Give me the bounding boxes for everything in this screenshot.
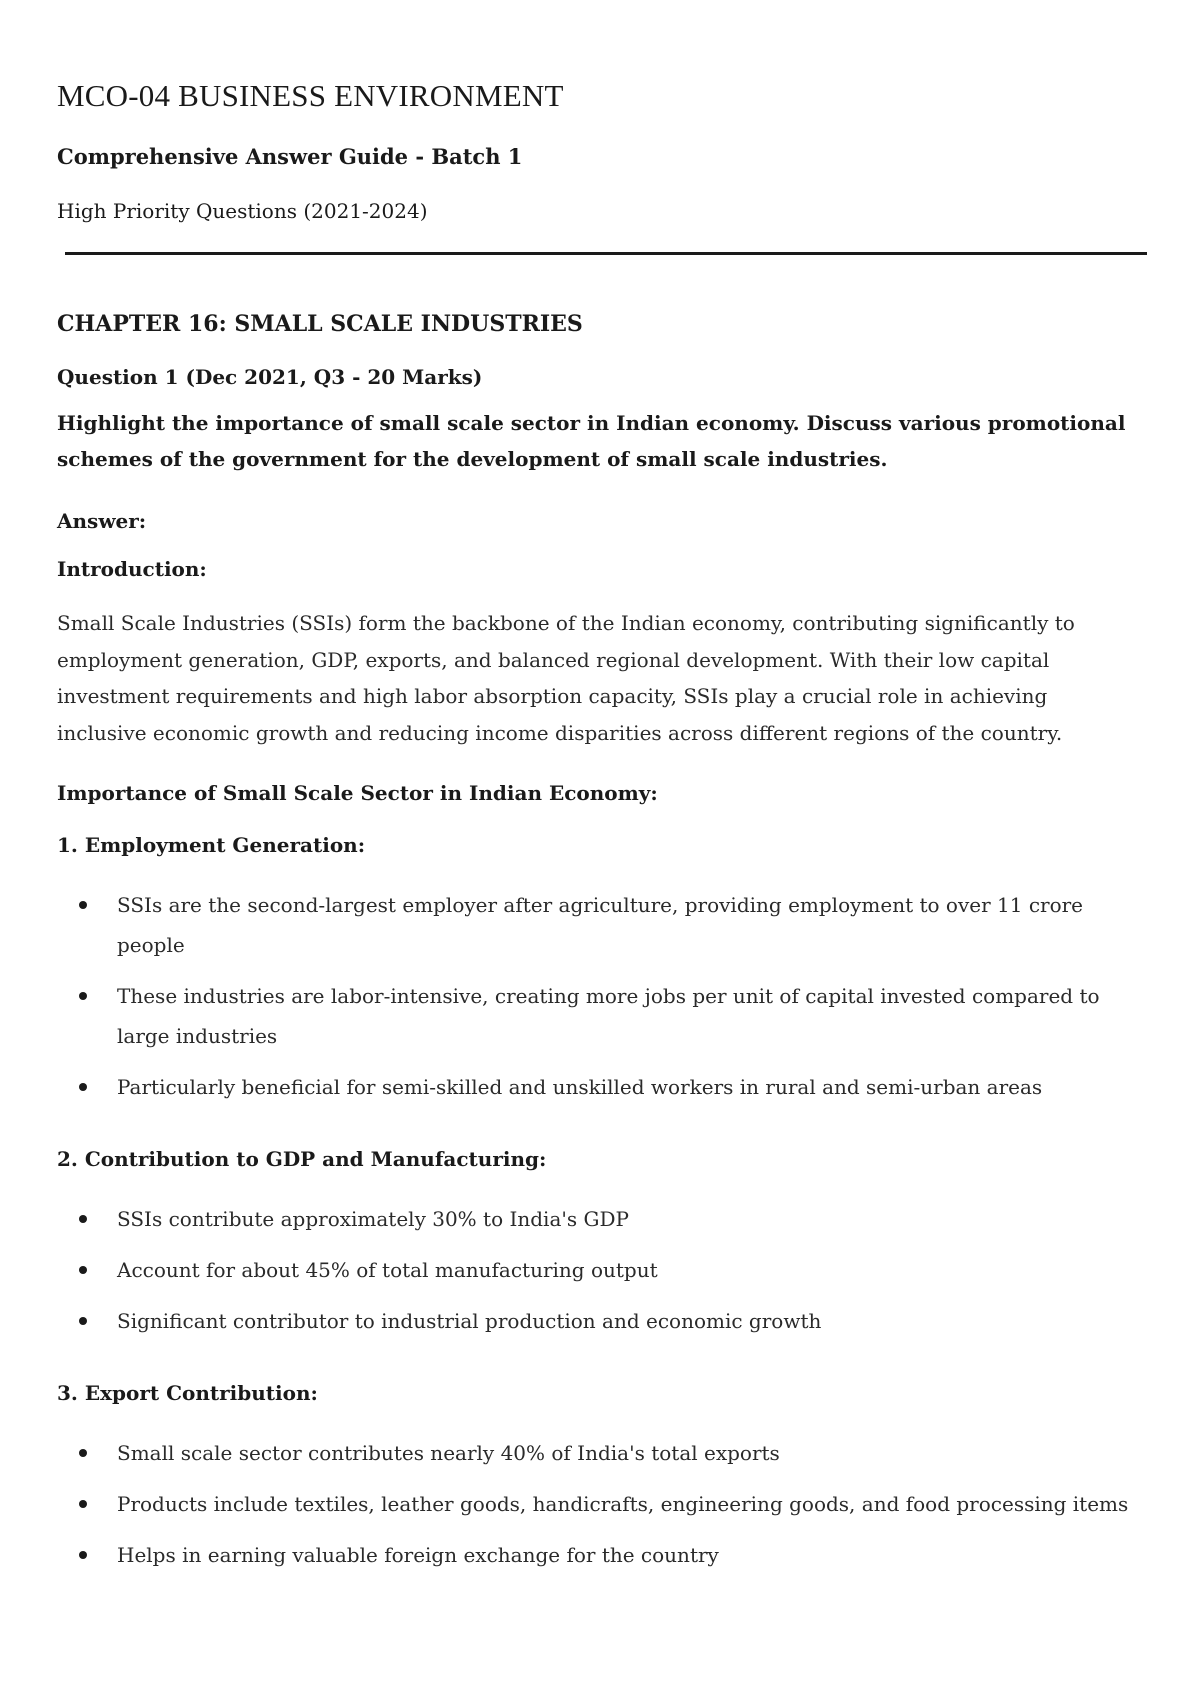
section-heading-gdp: 2. Contribution to GDP and Manufacturing: <box>57 1147 547 1171</box>
list-item-text: Products include textiles, leather goods, handicrafts, engineering goods, and food processing items <box>117 1492 1129 1516</box>
bullet-dot-icon <box>79 901 87 909</box>
bullet-dot-icon <box>79 992 87 1000</box>
introduction-label: Introduction: <box>57 557 207 581</box>
bullet-list-employment <box>57 885 1140 1107</box>
list-item-text: SSIs are the second-largest employer after agriculture, providing employment to over 11 crore people <box>117 893 1084 957</box>
list-item-text: Particularly beneficial for semi-skilled and unskilled workers in rural and semi-urban areas <box>117 1075 1043 1099</box>
bullet-dot-icon <box>79 1083 87 1091</box>
list-item <box>57 1433 1140 1473</box>
list-item <box>57 1301 1140 1341</box>
list-item <box>57 885 1140 965</box>
bullet-dot-icon <box>79 1215 87 1223</box>
answer-label: Answer: <box>57 509 147 533</box>
list-item <box>57 1067 1140 1107</box>
list-item-text: Account for about 45% of total manufacturing output <box>117 1258 658 1282</box>
bullet-dot-icon <box>79 1500 87 1508</box>
bullet-list-gdp <box>57 1199 1140 1341</box>
section-heading-export: 3. Export Contribution: <box>57 1381 318 1405</box>
list-item-text: Small scale sector contributes nearly 40% of India's total exports <box>117 1441 780 1465</box>
bullet-dot-icon <box>79 1551 87 1559</box>
horizontal-divider <box>65 252 1147 255</box>
chapter-title: CHAPTER 16: SMALL SCALE INDUSTRIES <box>57 311 583 337</box>
list-item <box>57 1199 1140 1239</box>
question-text: Highlight the importance of small scale sector in Indian economy. Discuss various promotional schemes of the government for the development of small scale industries. <box>57 411 1126 471</box>
list-item-text: Helps in earning valuable foreign exchange for the country <box>117 1543 719 1567</box>
document-title: MCO-04 BUSINESS ENVIRONMENT <box>57 78 564 113</box>
list-item-text: Significant contributor to industrial production and economic growth <box>117 1309 822 1333</box>
question-heading: Question 1 (Dec 2021, Q3 - 20 Marks) <box>57 365 483 389</box>
bullet-dot-icon <box>79 1317 87 1325</box>
list-item <box>57 1535 1140 1575</box>
bullet-dot-icon <box>79 1449 87 1457</box>
section-heading-employment: 1. Employment Generation: <box>57 833 366 857</box>
bullet-dot-icon <box>79 1266 87 1274</box>
list-item <box>57 1484 1140 1524</box>
list-item-text: SSIs contribute approximately 30% to India's GDP <box>117 1207 629 1231</box>
importance-heading: Importance of Small Scale Sector in Indian Economy: <box>57 781 658 805</box>
introduction-paragraph: Small Scale Industries (SSIs) form the backbone of the Indian economy, contributing significantly to employment generation, GDP, exports, and balanced regional development. With their low capital investment requirements and high labor absorption capacity, SSIs play a crucial role in achieving inclusive economic growth and reducing income disparities across different regions of the country. <box>57 611 1075 745</box>
list-item <box>57 1250 1140 1290</box>
document-meta: High Priority Questions (2021-2024) <box>57 199 428 223</box>
bullet-list-export <box>57 1433 1140 1575</box>
list-item <box>57 976 1140 1056</box>
document-subtitle: Comprehensive Answer Guide - Batch 1 <box>57 144 523 169</box>
list-item-text: These industries are labor-intensive, creating more jobs per unit of capital invested compared to large industries <box>117 984 1100 1048</box>
